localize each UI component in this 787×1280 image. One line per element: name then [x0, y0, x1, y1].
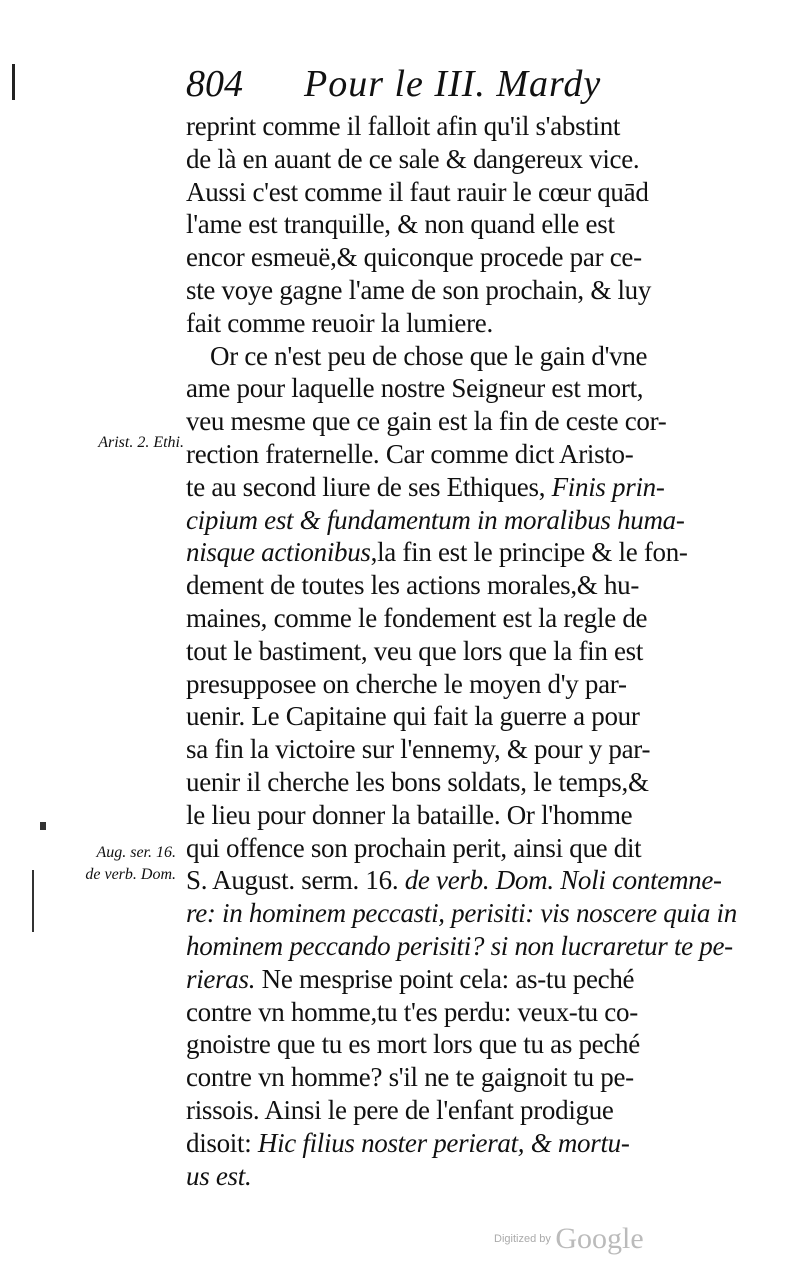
line-text: l'ame est tranquille, & non quand elle est: [186, 209, 615, 240]
text-line: [186, 799, 686, 832]
google-logo: Google: [555, 1222, 644, 1255]
text-line: [186, 602, 686, 635]
latin-quote: Hic filius noster perierat, & mortu-: [257, 1127, 630, 1158]
text-line: [186, 372, 686, 405]
line-text: rissois. Ainsi le pere de l'enfant prodigue: [186, 1094, 614, 1125]
running-head: Pour le III. Mardy: [304, 63, 602, 105]
margin-note-aristotle: [58, 432, 184, 454]
line-text: rection fraternelle. Car comme dict Aristo-: [186, 438, 634, 469]
line-text: Ne mesprise point cela: as-tu peché: [255, 963, 635, 994]
digitized-by-google-watermark: [494, 1222, 644, 1256]
line-text: gnoistre que tu es mort lors que tu as peché: [186, 1029, 640, 1060]
text-line: [186, 536, 686, 569]
line-text: reprint comme il falloit afin qu'il s'abstint: [186, 111, 621, 141]
line-text: de là en auant de ce sale & dangereux vice.: [186, 143, 640, 174]
line-text: presupposee on cherche le moyen d'y par-: [186, 668, 627, 699]
text-line: [186, 241, 686, 274]
line-text: Aussi c'est comme il faut rauir le cœur quād: [186, 176, 649, 207]
text-line: [186, 471, 686, 504]
line-text: uenir il cherche les bons soldats, le temps,&: [186, 766, 649, 797]
page-number: 804: [186, 63, 243, 105]
latin-quote: de verb. Dom. Noli contemne-: [404, 865, 722, 896]
latin-quote: nisque actionibus: [186, 537, 371, 568]
watermark-prefix: Digitized by: [494, 1233, 551, 1245]
text-line: [186, 897, 737, 930]
line-text: veu mesme que ce gain est la fin de ceste cor-: [186, 406, 667, 437]
line-text: disoit:: [186, 1127, 258, 1158]
latin-quote: Finis prin-: [551, 471, 665, 502]
line-text: ame pour laquelle nostre Seigneur est mort,: [186, 373, 644, 404]
text-line: [186, 635, 686, 668]
line-text: sa fin la victoire sur l'ennemy, & pour y par-: [186, 734, 651, 765]
text-line: [186, 996, 686, 1029]
line-text: Or ce n'est peu de chose que le gain d'vne: [210, 340, 648, 371]
latin-quote: hominem peccando perisiti? si non lucraretur te pe-: [186, 930, 733, 961]
text-line: [186, 1028, 686, 1061]
text-line: [186, 176, 686, 209]
text-line: [186, 110, 686, 143]
text-line: [186, 504, 686, 537]
text-line: [186, 340, 686, 373]
text-line: [186, 569, 686, 602]
margin-note-augustine: [58, 842, 176, 886]
text-line: [186, 700, 686, 733]
line-text: maines, comme le fondement est la regle de: [186, 602, 648, 633]
text-line: [186, 864, 722, 897]
text-line: [186, 766, 686, 799]
text-line: [186, 733, 686, 766]
line-text: qui offence son prochain perit, ainsi que dit: [186, 832, 642, 863]
line-text: contre vn homme? s'il ne te gaignoit tu pe-: [186, 1062, 634, 1093]
text-line: [186, 307, 686, 340]
margin-bracket: [32, 870, 34, 932]
latin-quote: rieras.: [186, 963, 256, 994]
line-text: uenir. Le Capitaine qui fait la guerre a pour: [186, 701, 640, 732]
line-text: fait comme reuoir la lumiere.: [186, 307, 493, 338]
text-line: [186, 963, 686, 996]
line-text: ste voye gagne l'ame de son prochain, & luy: [186, 274, 652, 305]
text-line: [186, 668, 686, 701]
ink-blot: [40, 822, 46, 830]
line-text: dement de toutes les actions morales,& hu-: [186, 570, 640, 601]
line-text: contre vn homme,tu t'es perdu: veux-tu co-: [186, 996, 638, 1027]
line-text: S. August. serm. 16.: [186, 865, 405, 896]
page-header: [186, 62, 686, 110]
text-line: [186, 1094, 686, 1127]
line-text: le lieu pour donner la bataille. Or l'homme: [186, 799, 633, 830]
text-line: [186, 930, 733, 963]
margin-note-text: Arist. 2. Ethi.: [98, 434, 184, 451]
text-line: [186, 832, 686, 865]
margin-note-line: de verb. Dom.: [85, 866, 176, 883]
latin-quote: cipium est & fundamentum in moralibus huma-: [186, 504, 685, 535]
text-line: [186, 143, 686, 176]
text-line: [186, 405, 686, 438]
text-line: [186, 208, 686, 241]
body-text: [186, 110, 737, 1192]
text-line: [186, 274, 686, 307]
text-line: [186, 438, 686, 471]
text-line: [186, 1061, 686, 1094]
line-text: encor esmeuë,& quiconque procede par ce-: [186, 242, 642, 273]
text-line: [186, 1127, 686, 1160]
page-edge-mark: [12, 64, 15, 100]
latin-quote: re: in hominem peccasti, perisiti: vis noscere quia in: [186, 898, 737, 929]
margin-note-line: Aug. ser. 16.: [96, 844, 176, 861]
line-text: tout le bastiment, veu que lors que la fin est: [186, 635, 644, 666]
line-text: ,la fin est le principe & le fon-: [370, 537, 688, 568]
line-text: te au second liure de ses Ethiques,: [186, 471, 552, 502]
latin-quote: us est.: [186, 1160, 252, 1191]
text-line: [186, 1160, 686, 1193]
